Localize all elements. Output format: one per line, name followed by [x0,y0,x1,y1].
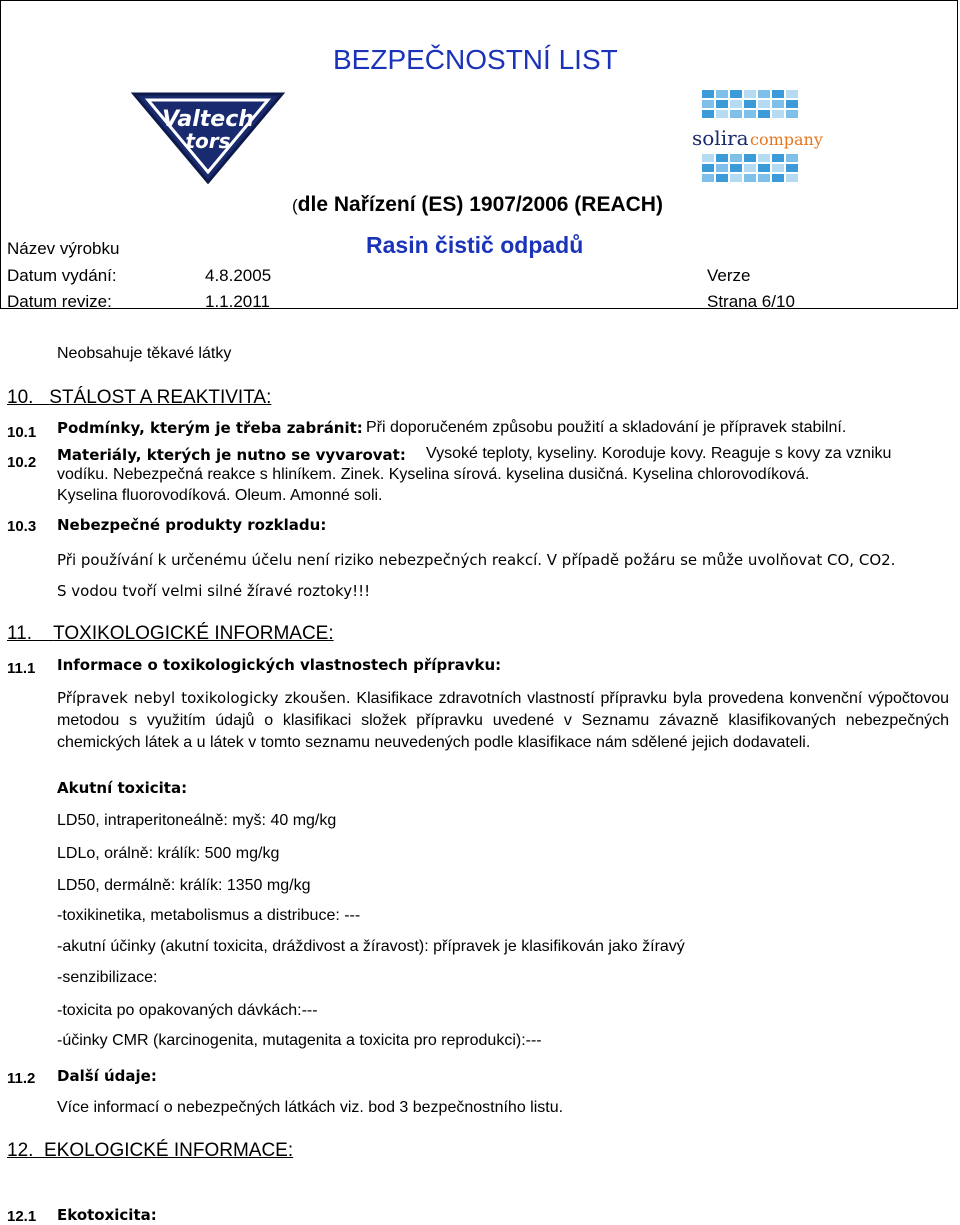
section-10-2-label [57,446,406,464]
section-12-number: 12. [7,1140,34,1161]
ld50-dermal: LD50, dermálně: králík: 1350 mg/kg [57,877,311,894]
svg-text:solira: solira [692,126,749,150]
acute-toxicity-label: Akutní toxicita: [57,779,188,797]
product-label: Název výrobku [7,239,120,258]
ldlo-oral: LDLo, orálně: králík: 500 mg/kg [57,845,280,862]
section-11-1-body: Klasifikace zdravotních vlastností přípravku byla provedena konvenční výpočtovou metodou s využitím údajů o klasifikaci složek přípravku uvedené v Seznamu závazně klasifikovaných nebezpečných chemických látek a u látek v tomto seznamu neuvedených podle klasifikace nám sdělené jejich dodavateli. [57,690,950,751]
section-12-1-label: Ekotoxicita: [57,1206,157,1224]
section-10-3-line-2: S vodou tvoří velmi silné žíravé roztoky!!! [57,582,371,600]
cmr-effects: -účinky CMR (karcinogenita, mutagenita a toxicita pro reprodukci):--- [57,1032,542,1049]
section-10-title: STÁLOST A REAKTIVITA: [49,387,272,408]
solira-logo-graphic [692,90,823,186]
section-11-2-text: Více informací o nebezpečných látkách viz. bod 3 bezpečnostního listu. [57,1099,564,1116]
section-10-2-line-2: vodíku. Nebezpečná reakce s hliníkem. Zinek. Kyselina sírová. kyselina dusičná. Kyselina chlorovodíková. [57,466,810,483]
svg-text:tors: tors [185,129,231,153]
regulation-paren: ( [292,196,298,215]
section-11-heading [7,623,334,645]
section-11-1-paragraph [57,687,949,754]
regulation-subtitle [292,193,663,217]
section-11-1-label: Informace o toxikologických vlastnostech přípravku: [57,656,502,674]
section-10-1-text: Při doporučeném způsobu použití a skladování je přípravek stabilní. [366,419,847,436]
revision-date: 1.1.2011 [205,292,270,311]
ld50-intraperitoneal: LD50, intraperitoneálně: myš: 40 mg/kg [57,812,337,829]
section-11-2-number: 11.2 [7,1070,36,1087]
section-12-heading [7,1140,293,1162]
section-10-3-label: Nebezpečné produkty rozkladu: [57,516,327,534]
section-11-number: 11. [7,623,33,644]
section-10-1-label: Podmínky, kterým je třeba zabránit: [57,419,363,437]
issue-date: 4.8.2005 [205,266,272,285]
section-10-2-line-3: Kyselina fluorovodíková. Oleum. Amonné soli. [57,487,383,504]
section-10-2-number: 10.2 [7,454,37,471]
section-11-2-label: Další údaje: [57,1067,157,1085]
solira-logo [692,90,823,191]
section-10-2-label-text: Materiály, kterých je nutno se vyvarovat [57,446,400,464]
section-10-1-number: 10.1 [7,424,37,441]
section-11-title: TOXIKOLOGICKÉ INFORMACE: [53,623,334,644]
revision-date-label: Datum revize: [7,292,112,311]
sensitization: -senzibilizace: [57,969,158,986]
section-12-title: EKOLOGICKÉ INFORMACE: [43,1140,294,1161]
section-10-3-line-1: Při používání k určenému účelu není riziko nebezpečných reakcí. V případě požáru se může uvolňovat CO, CO2. [57,551,896,569]
document-title: BEZPEČNOSTNÍ LIST [333,44,618,75]
toxicokinetics: -toxikinetika, metabolismus a distribuce: --- [57,907,361,924]
version-label: Verze [707,266,751,285]
valtech-logo-graphic [128,86,288,186]
svg-text:Valtech: Valtech [162,107,254,132]
regulation-text: dle Nařízení (ES) 1907/2006 (REACH) [297,193,663,216]
section-10-number: 10. [7,387,34,408]
svg-text:company: company [750,130,823,149]
section-10-3-number: 10.3 [7,518,37,535]
section-12-1-number: 12.1 [7,1208,37,1225]
section-10-heading [7,387,271,409]
page-number: Strana 6/10 [707,292,795,311]
section-10-2-colon: : [399,446,406,464]
valtech-logo [128,86,288,191]
acute-effects: -akutní účinky (akutní toxicita, dráždivost a žíravost): přípravek je klasifikován jako žíravý [57,938,685,955]
section-10-2-line-1: Vysoké teploty, kyseliny. Koroduje kovy. Reaguje s kovy za vzniku [426,445,892,462]
repeated-dose-toxicity: -toxicita po opakovaných dávkách:--- [57,1002,318,1019]
section-11-1-number: 11.1 [7,660,36,677]
voc-note: Neobsahuje těkavé látky [57,345,232,362]
section-11-1-lead: Přípravek nebyl toxikologicky zkoušen. [57,689,351,707]
issue-date-label: Datum vydání: [7,266,117,285]
product-name: Rasin čistič odpadů [366,232,584,258]
